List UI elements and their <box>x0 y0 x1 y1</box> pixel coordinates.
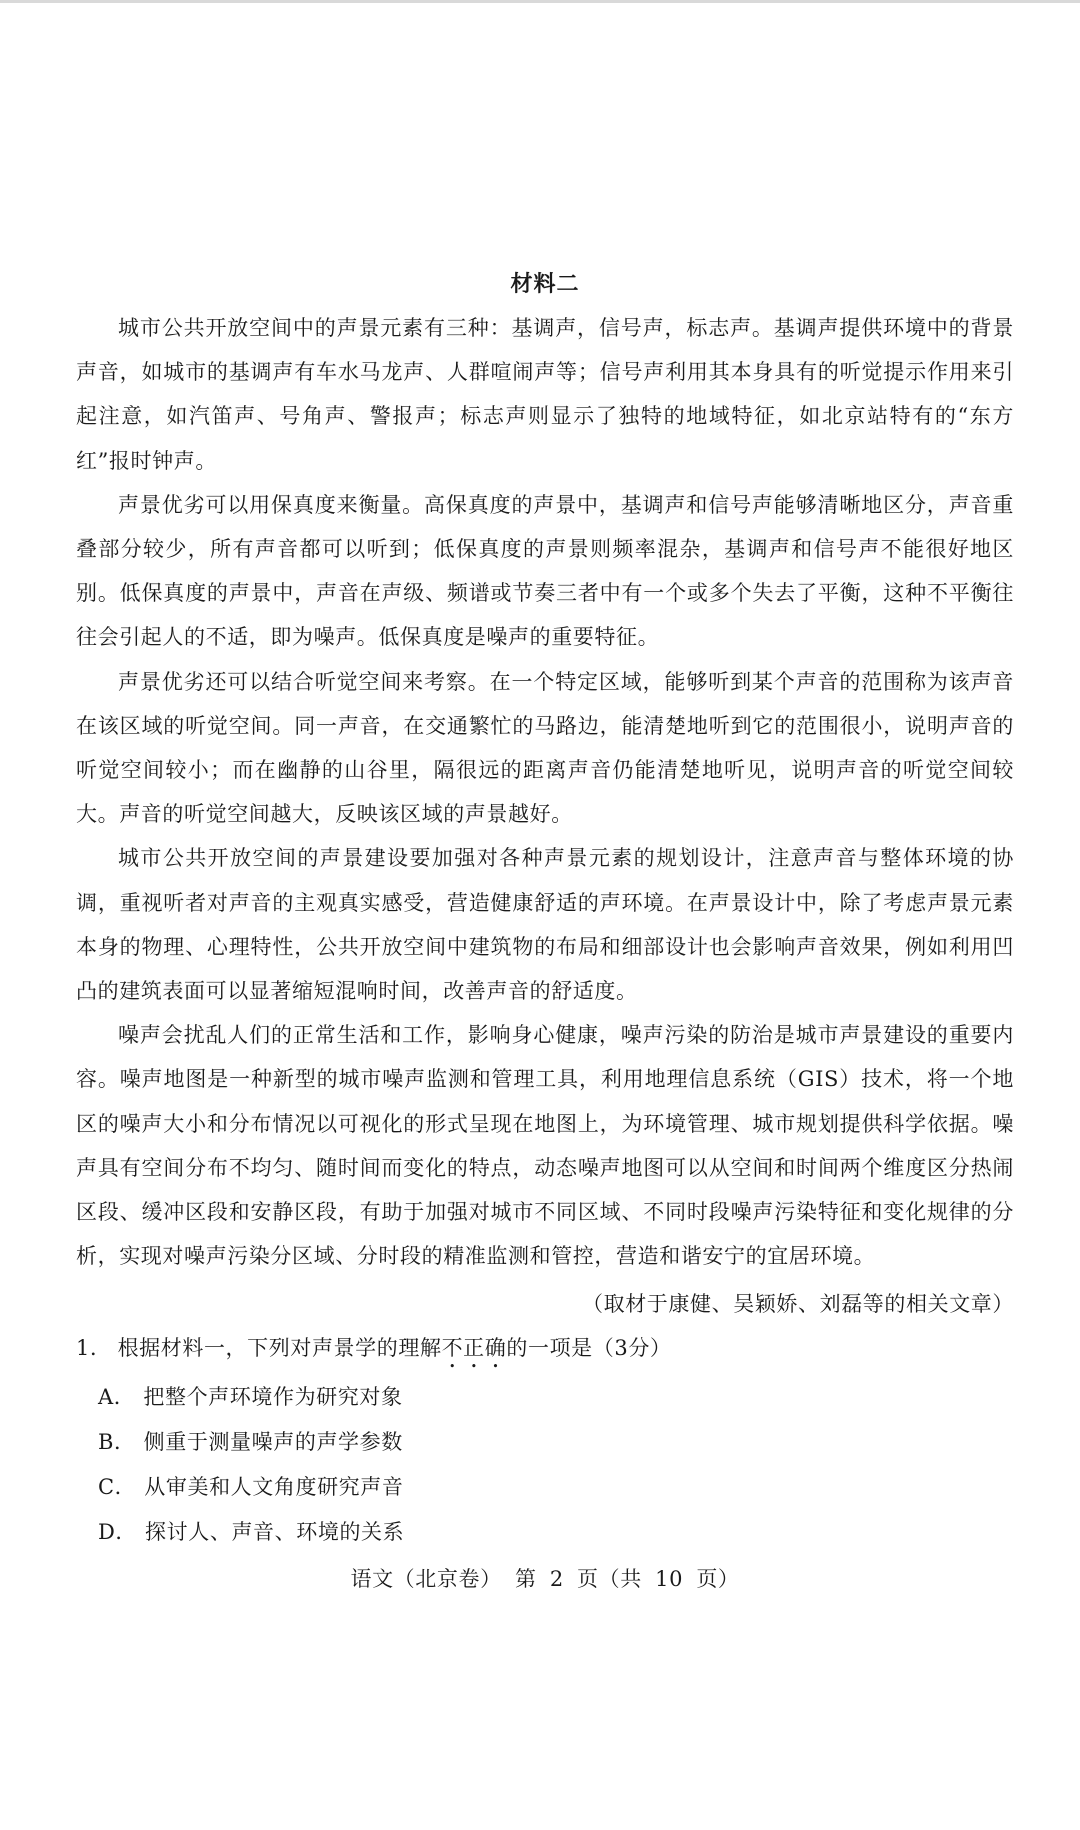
option-letter: D． <box>98 1520 138 1545</box>
top-edge-rule <box>0 0 1080 3</box>
option-c[interactable] <box>98 1465 1014 1510</box>
option-text: 探讨人、声音、环境的关系 <box>145 1520 405 1545</box>
question-emphasis: 不正确 <box>441 1336 507 1361</box>
paragraph-3: 声景优劣还可以结合听觉空间来考察。在一个特定区域，能够听到某个声音的范围称为该声音在该区域的听觉空间。同一声音，在交通繁忙的马路边，能清楚地听到它的范围很小，说明声音的听觉空间较小；而在幽静的山谷里，隔很远的距离声音仍能清楚地听见，说明声音的听觉空间较大。声音的听觉空间越大，反映该区域的声景越好。 <box>76 669 1014 827</box>
exam-page <box>76 262 1014 1601</box>
source-attribution: （取材于康健、吴颖娇、刘磊等的相关文章） <box>582 1292 1014 1317</box>
question-number: 1． <box>76 1336 112 1361</box>
paragraph-2: 声景优劣可以用保真度来衡量。高保真度的声景中，基调声和信号声能够清晰地区分，声音重叠部分较少，所有声音都可以听到；低保真度的声景则频率混杂，基调声和信号声不能很好地区别。低保真度的声景中，声音在声级、频谱或节奏三者中有一个或多个失去了平衡，这种不平衡往往会引起人的不适，即为噪声。低保真度是噪声的重要特征。 <box>76 492 1014 650</box>
paragraph-1: 城市公共开放空间中的声景元素有三种：基调声，信号声，标志声。基调声提供环境中的背景声音，如城市的基调声有车水马龙声、人群喧闹声等；信号声利用其本身具有的听觉提示作用来引起注意，如汽笛声、号角声、警报声；标志声则显示了独特的地域特征，如北京站特有的“东方红”报时钟声。 <box>76 316 1014 473</box>
question-text-before: 根据材料一，下列对声景学的理解 <box>117 1336 442 1361</box>
page-footer: 语文（北京卷） 第 2 页（共 10 页） <box>350 1567 740 1592</box>
option-d[interactable] <box>98 1510 1014 1555</box>
option-text: 侧重于测量噪声的声学参数 <box>143 1430 403 1455</box>
option-letter: C． <box>98 1475 137 1500</box>
paragraph-5: 噪声会扰乱人们的正常生活和工作，影响身心健康，噪声污染的防治是城市声景建设的重要内容。噪声地图是一种新型的城市噪声监测和管理工具，利用地理信息系统（GIS）技术，将一个地区的噪声大小和分布情况以可视化的形式呈现在地图上，为环境管理、城市规划提供科学依据。噪声具有空间分布不均匀、随时间而变化的特点，动态噪声地图可以从空间和时间两个维度区分热闹区段、缓冲区段和安静区段，有助于加强对城市不同区域、不同时段噪声污染特征和变化规律的分析，实现对噪声污染分区域、分时段的精准监测和管控，营造和谐安宁的宜居环境。 <box>76 1023 1014 1269</box>
answer-options <box>98 1375 1014 1555</box>
question-1 <box>76 1326 1014 1373</box>
option-letter: A． <box>98 1385 136 1410</box>
option-b[interactable] <box>98 1420 1014 1465</box>
option-letter: B． <box>98 1430 136 1455</box>
section-title: 材料二 <box>510 271 580 297</box>
option-text: 从审美和人文角度研究声音 <box>144 1475 404 1500</box>
paragraph-4: 城市公共开放空间的声景建设要加强对各种声景元素的规划设计，注意声音与整体环境的协调，重视听者对声音的主观真实感受，营造健康舒适的声环境。在声景设计中，除了考虑声景元素本身的物理、心理特性，公共开放空间中建筑物的布局和细部设计也会影响声音效果，例如利用凹凸的建筑表面可以显著缩短混响时间，改善声音的舒适度。 <box>76 846 1014 1004</box>
question-text-after: 的一项是（3分） <box>506 1336 672 1361</box>
option-a[interactable] <box>98 1375 1014 1420</box>
option-text: 把整个声环境作为研究对象 <box>143 1385 403 1410</box>
